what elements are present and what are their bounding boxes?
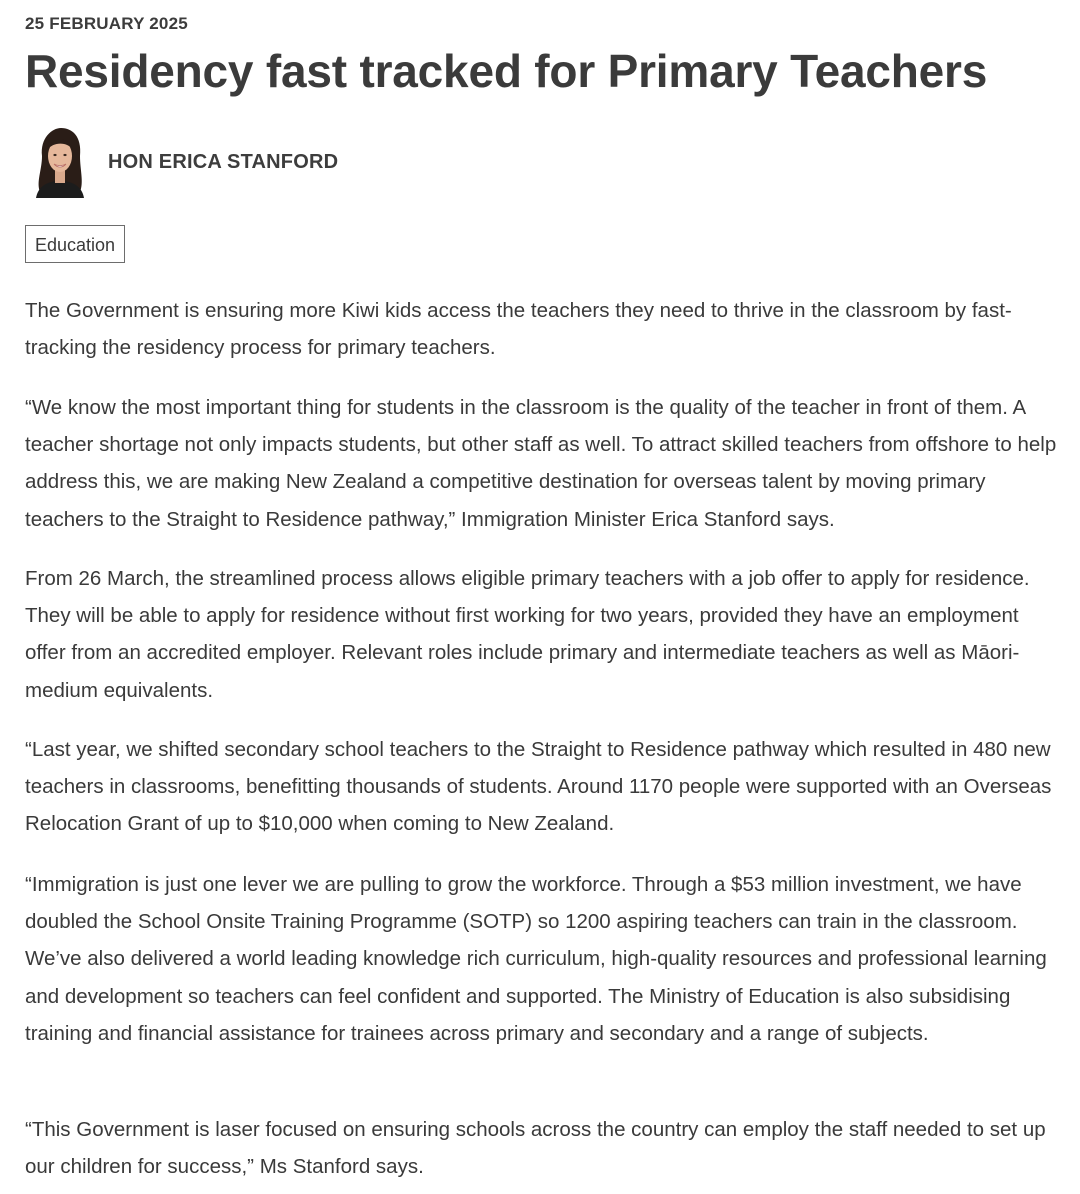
article-title: Residency fast tracked for Primary Teachers	[25, 45, 988, 97]
paragraph: The Government is ensuring more Kiwi kids access the teachers they need to thrive in the classroom by fast-tracking the residency process for primary teachers.	[25, 299, 1012, 360]
author-name[interactable]: HON ERICA STANFORD	[108, 150, 339, 173]
tag-education[interactable]: Education	[25, 225, 125, 263]
paragraph: “Last year, we shifted secondary school teachers to the Straight to Residence pathway which resulted in 480 new teachers in classrooms, benefitting thousands of students. Around 1170 people were supported with an Overseas Relocation Grant of up to $10,000 when coming to New Zealand.	[25, 738, 1052, 836]
article-date: 25 FEBRUARY 2025	[25, 14, 188, 33]
author-avatar[interactable]	[30, 126, 90, 198]
paragraph: From 26 March, the streamlined process allows eligible primary teachers with a job offer to apply for residence. They will be able to apply for residence without first working for two years, provided they have an employment offer from an accredited employer. Relevant roles include primary and intermediate teachers as well as Māori-medium equivalents.	[25, 567, 1030, 702]
paragraph: “This Government is laser focused on ensuring schools across the country can employ the staff needed to set up our children for success,” Ms Stanford says.	[25, 1118, 1046, 1179]
paragraph: “Immigration is just one lever we are pulling to grow the workforce. Through a $53 million investment, we have doubled the School Onsite Training Programme (SOTP) so 1200 aspiring teachers can train in the classroom. We’ve also delivered a world leading knowledge rich curriculum, high-quality resources and professional learning and development so teachers can feel confident and supported. The Ministry of Education is also subsidising training and financial assistance for trainees across primary and secondary and a range of subjects.	[25, 873, 1047, 1045]
paragraph: “We know the most important thing for students in the classroom is the quality of the teacher in front of them. A teacher shortage not only impacts students, but other staff as well. To attract skilled teachers from offshore to help address this, we are making New Zealand a competitive destination for overseas talent by moving primary teachers to the Straight to Residence pathway,” Immigration Minister Erica Stanford says.	[25, 396, 1057, 531]
author-byline	[30, 126, 338, 198]
